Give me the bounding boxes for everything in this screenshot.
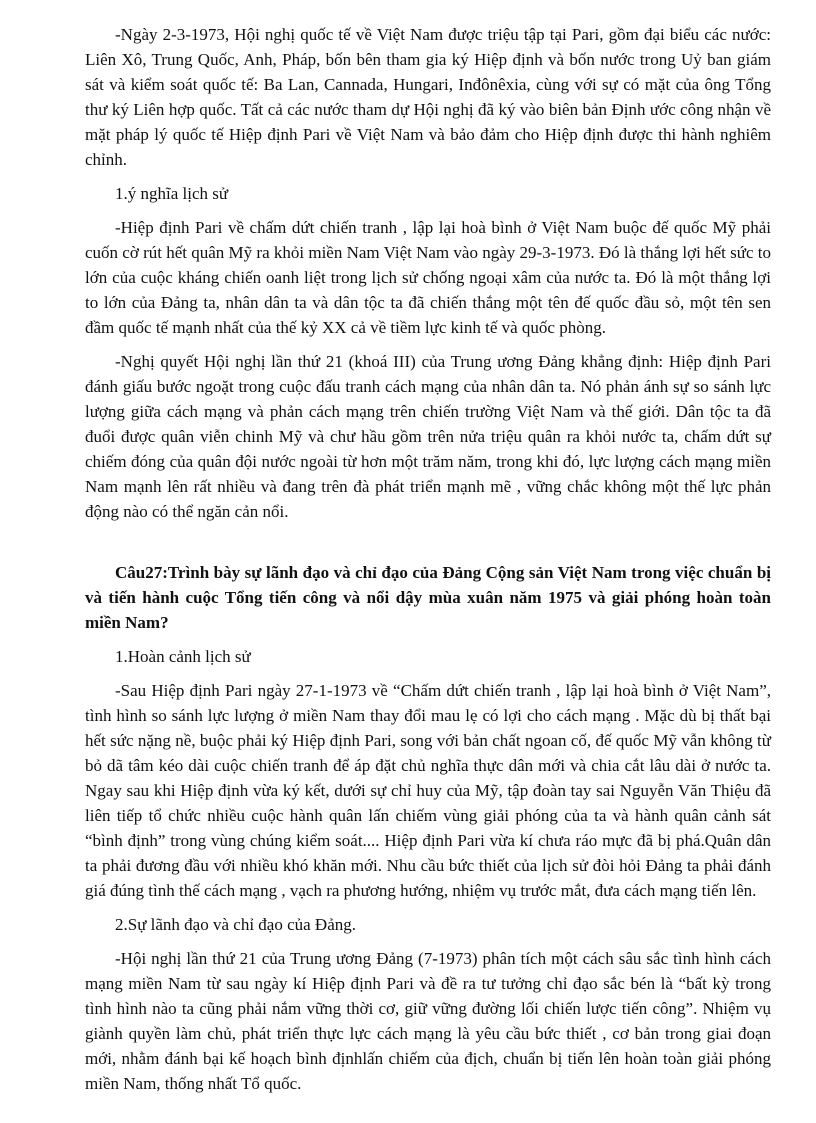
paragraph-resolution-21: -Nghị quyết Hội nghị lần thứ 21 (khoá III) của Trung ương Đảng khẳng định: Hiệp định Pari đánh giấu bước ngoặt trong cuộc đấu tranh cách mạng của nhân dân ta. Nó phản ánh sự so sánh lực lượng giữa cách mạng và phản cách mạng trên chiến trường Việt Nam và thế giới. Dân tộc ta đã đuổi được quân viễn chinh Mỹ và chư hầu gồm trên nửa triệu quân ra khỏi nước ta, chấm dứt sự chiếm đóng của quân đội nước ngoài từ hơn một trăm năm, trong khi đó, lực lượng cách mạng miền Nam mạnh lên rất nhiều và đang trên đà phát triển mạnh mẽ , vững chắc không một thế lực phản động nào có thể ngăn cản nổi.	[85, 352, 771, 521]
section-heading-party-leadership: 2.Sự lãnh đạo và chỉ đạo của Đảng.	[115, 915, 357, 934]
paragraph-after-paris-agreement: -Sau Hiệp định Pari ngày 27-1-1973 về “Chấm dứt chiến tranh , lập lại hoà bình ở Việt Nam”, tình hình so sánh lực lượng ở miền Nam thay đổi mau lẹ có lợi cho cách mạng . Mặc dù bị thất bại hết sức nặng nề, buộc phải ký Hiệp định Pari, song với bản chất ngoan cố, đế quốc Mỹ vẫn không từ bỏ dã tâm kéo dài cuộc chiến tranh để áp đặt chủ nghĩa thực dân mới và chia cắt lâu dài ở nước ta. Ngay sau khi Hiệp định vừa ký kết, dưới sự chỉ huy của Mỹ, tập đoàn tay sai Nguyễn Văn Thiệu đã liên tiếp tổ chức nhiều cuộc hành quân lấn chiếm vùng giải phóng của ta và hành quân cảnh sát “bình định” trong vùng chúng kiểm soát.... Hiệp định Pari vừa kí chưa ráo mực đã bị phá.Quân dân ta phải đương đầu với nhiều khó khăn mới. Nhu cầu bức thiết của lịch sử đòi hỏi Đảng ta phải đánh giá đúng tình thế cách mạng , vạch ra phương hướng, nhiệm vụ trước mắt, đưa cách mạng tiến lên.	[85, 681, 771, 900]
document-page	[85, 22, 771, 1105]
section-heading-historical-context: 1.Hoàn cảnh lịch sử	[115, 647, 251, 666]
question-heading-cau27: Câu27:Trình bày sự lãnh đạo và chỉ đạo của Đảng Cộng sản Việt Nam trong việc chuẩn bị và tiến hành cuộc Tổng tiến công và nổi dậy mùa xuân năm 1975 và giải phóng hoàn toàn miền Nam?	[85, 563, 771, 632]
paragraph-central-committee-21: -Hội nghị lần thứ 21 của Trung ương Đảng (7-1973) phân tích một cách sâu sắc tình hình cách mạng miền Nam từ sau ngày kí Hiệp định Pari và đề ra tư tưởng chỉ đạo sắc bén là “bất kỳ trong tình hình nào ta cũng phải nắm vững thời cơ, giữ vững đường lối chiến lược tiến công”. Nhiệm vụ giành quyền làm chủ, phát triển thực lực cách mạng là yêu cầu bức thiết , cơ bản trong giai đoạn mới, nhằm đánh bại kế hoạch bình địnhlấn chiếm của địch, chuẩn bị tiến lên hoàn toàn giải phóng miền Nam, thống nhất Tổ quốc.	[85, 949, 771, 1093]
paragraph-agreement-victory: -Hiệp định Pari về chấm dứt chiến tranh , lập lại hoà bình ở Việt Nam buộc đế quốc Mỹ phải cuốn cờ rút hết quân Mỹ ra khỏi miền Nam Việt Nam vào ngày 29-3-1973. Đó là thắng lợi hết sức to lớn của cuộc kháng chiến oanh liệt trong lịch sử chống ngoại xâm của nước ta. Đó là một thắng lợi to lớn của Đảng ta, nhân dân ta và dân tộc ta đã chiến thắng một tên đế quốc đầu sỏ, một tên sen đầm quốc tế mạnh nhất của thế kỷ XX cả về tiềm lực kinh tế và quốc phòng.	[85, 218, 771, 337]
paragraph-paris-conference: -Ngày 2-3-1973, Hội nghị quốc tế về Việt Nam được triệu tập tại Pari, gồm đại biểu các nước: Liên Xô, Trung Quốc, Anh, Pháp, bốn bên tham gia ký Hiệp định và bốn nước trong Uỷ ban giám sát và kiểm soát quốc tế: Ba Lan, Cannada, Hungari, Inđônêxia, cùng với sự có mặt của ông Tổng thư ký Liên hợp quốc. Tất cả các nước tham dự Hội nghị đã ký vào biên bản Định ước công nhận về mặt pháp lý quốc tế Hiệp định Pari về Việt Nam và bảo đảm cho Hiệp định được thi hành nghiêm chỉnh.	[85, 25, 771, 169]
section-heading-historical-significance: 1.ý nghĩa lịch sử	[115, 184, 229, 203]
